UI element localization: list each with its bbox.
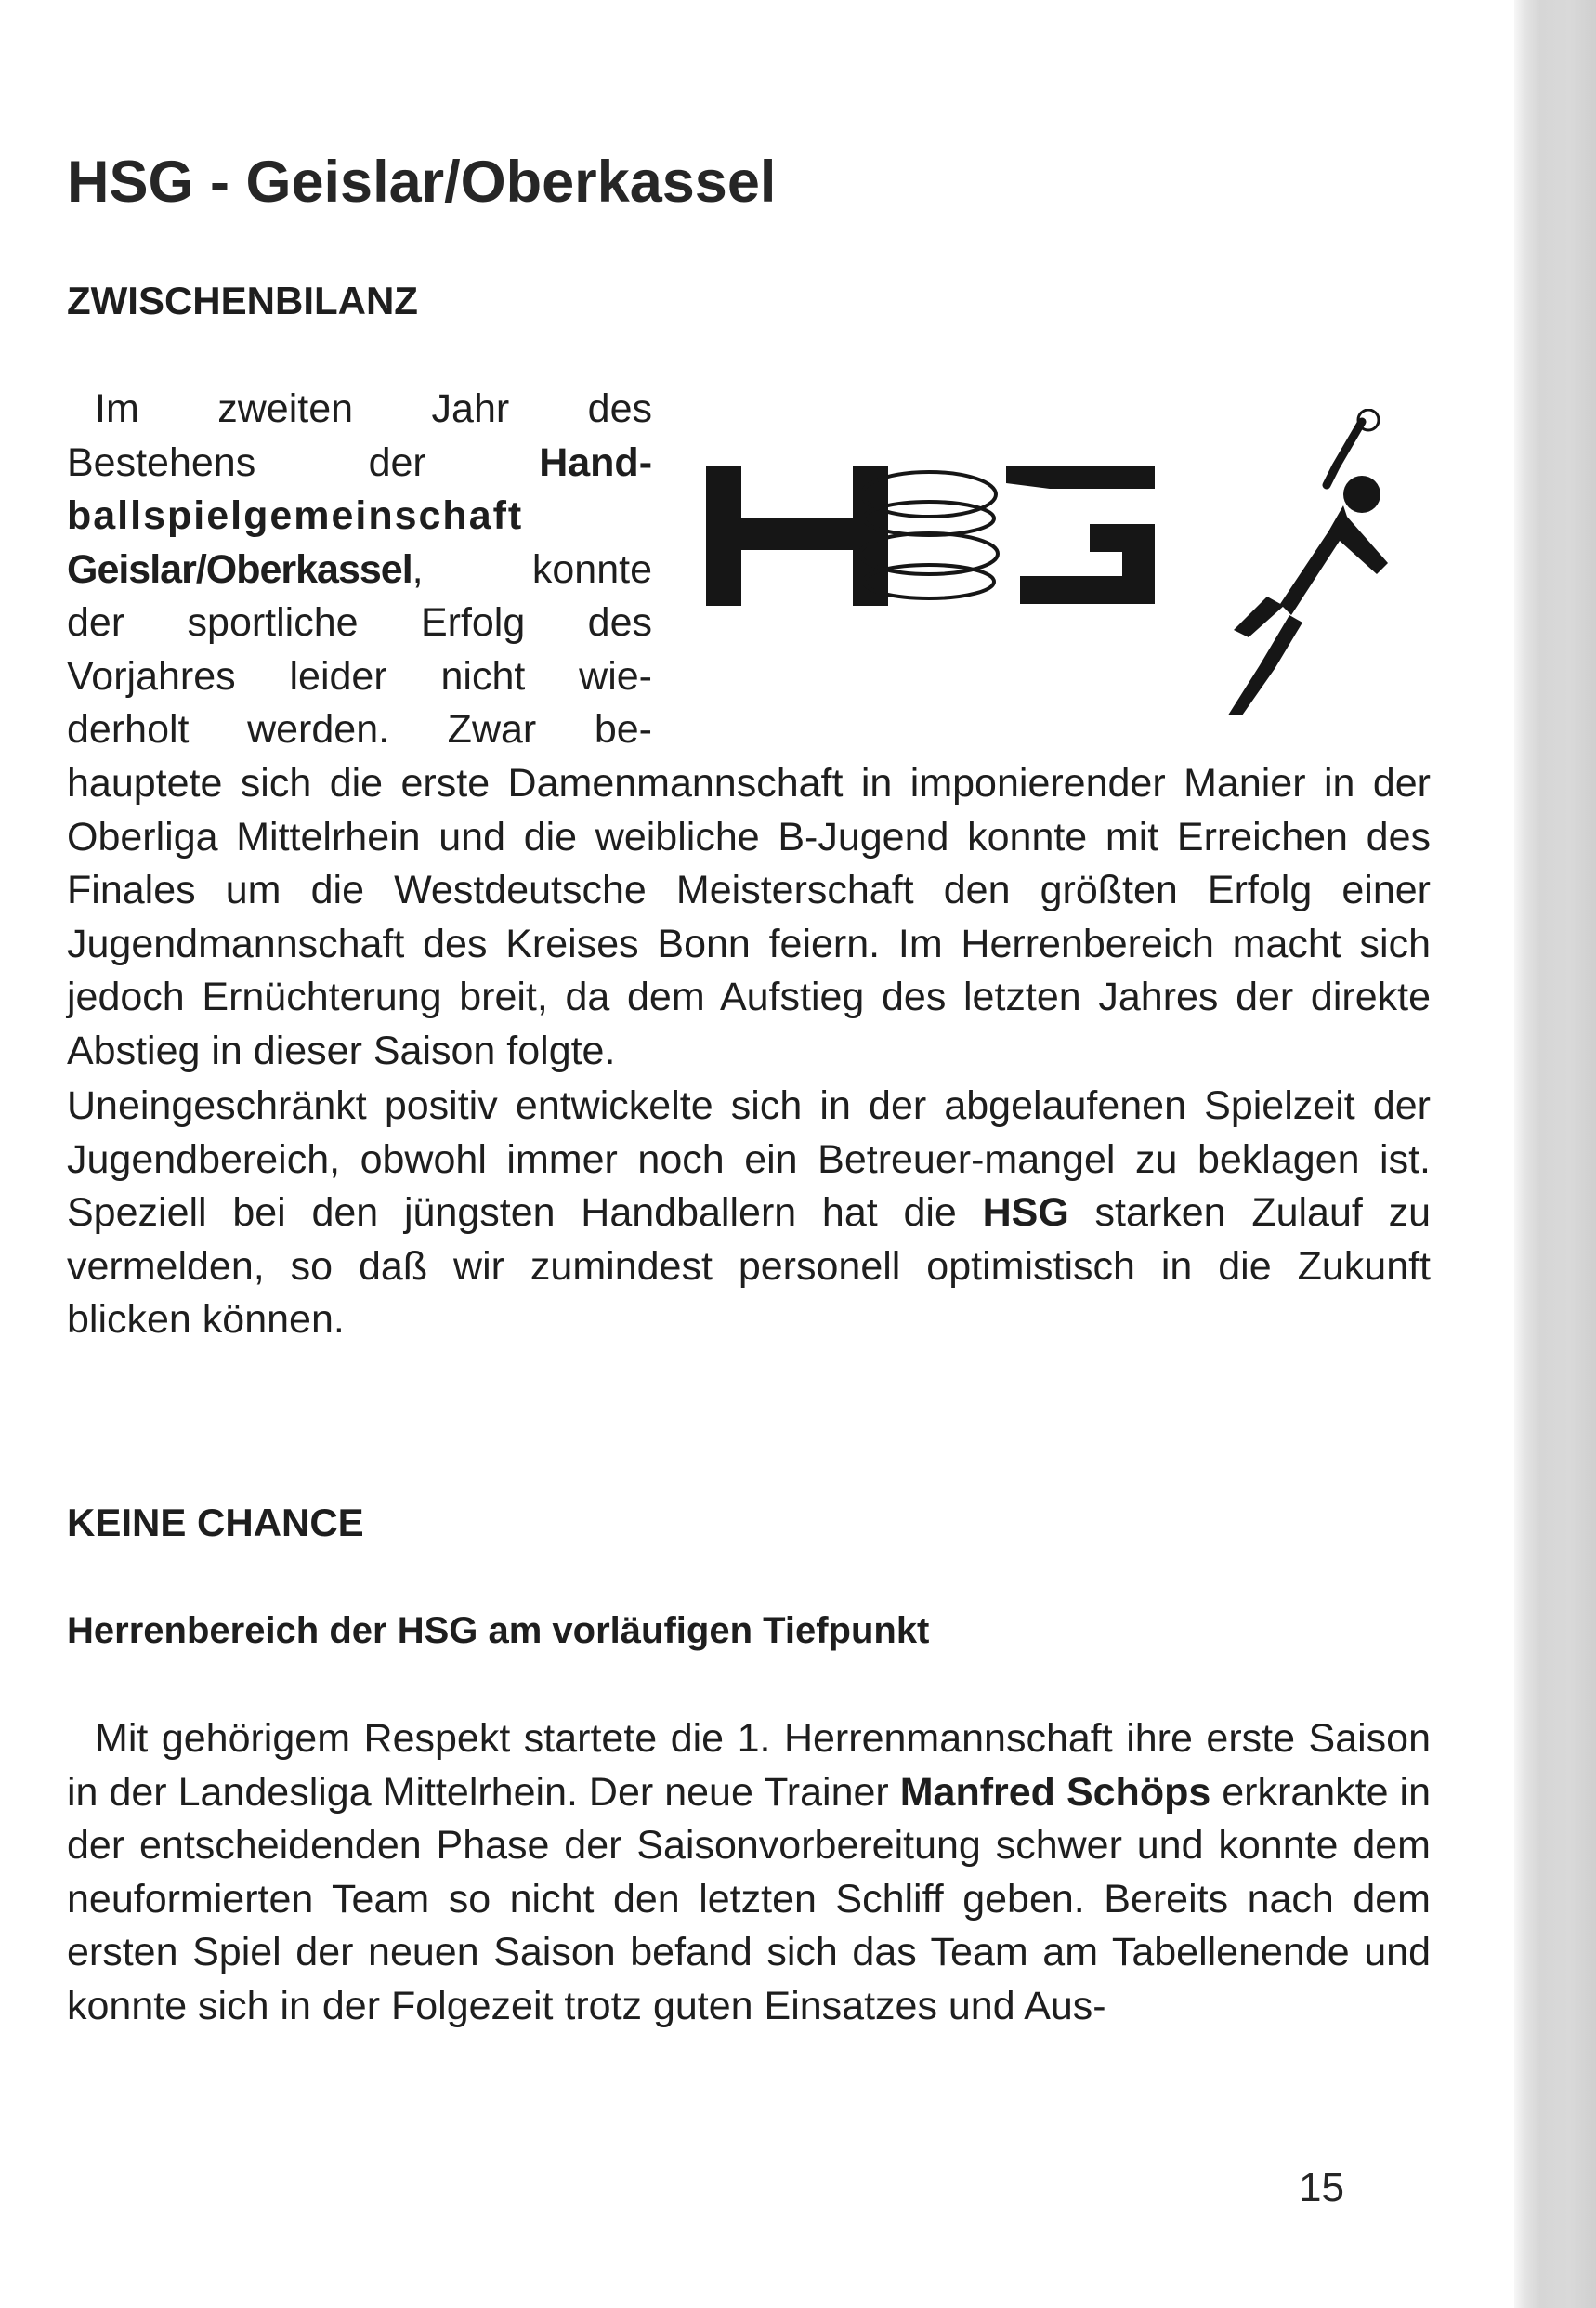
intro-line: Im zweiten Jahr des	[95, 387, 652, 431]
paragraph-herrenmannschaft	[67, 1712, 1431, 2033]
intro-paragraph	[67, 383, 652, 757]
section-heading-keine-chance: KEINE CHANCE	[67, 1501, 364, 1544]
intro-line	[67, 437, 652, 491]
section-heading-zwischenbilanz: ZWISCHENBILANZ	[67, 279, 418, 322]
paragraph-text: erkrankte in der entscheidenden Phase der Saisonvorbereitung schwer und konnte dem neuformierten Team so nicht den letzten Schliff geben. Bereits nach dem ersten Spiel der neuen Saison befand sich das Team am Tabellenende und konnte sich in der Folgezeit trotz guten Einsatzes und Aus-	[67, 1769, 1431, 2028]
paragraph-damenmannschaft: hauptete sich die erste Damenmannschaft in imponierender Manier in der Oberliga Mittelrhein und die weibliche B-Jugend konnte mit Erreichen des Finales um die Westdeutsche Meisterschaft den größten Erfolg einer Jugendmannschaft des Kreises Bonn feiern. Im Herrenbereich macht sich jedoch Ernüchterung breit, da dem Aufstieg des letzten Jahres der direkte Abstieg in dieser Saison folgte.	[67, 761, 1431, 1073]
intro-line-bold: Hand-	[539, 439, 653, 485]
page-title: HSG - Geislar/Oberkassel	[67, 150, 777, 215]
club-name-bold: Geislar/Oberkassel	[67, 546, 412, 592]
intro-line	[67, 544, 652, 597]
intro-line-text: , konnte	[412, 546, 652, 592]
page-number: 15	[1299, 2165, 1344, 2210]
intro-line: Vorjahres leider nicht wie-	[67, 653, 652, 699]
page-binding-gutter	[1514, 0, 1596, 2308]
section-subheading: Herrenbereich der HSG am vorläufigen Tiefpunkt	[67, 1610, 930, 1651]
trainer-name-bold: Manfred Schöps	[899, 1769, 1211, 1815]
paragraph-text: Uneingeschränkt positiv entwickelte sich in der abgelaufenen Spielzeit der Jugendbereich, obwohl immer noch ein Betreuer-mangel zu beklagen ist. Speziell bei den jüngsten Handballern hat die	[67, 1083, 1431, 1235]
paragraph-jugendbereich	[67, 1080, 1431, 1347]
hsg-logo	[686, 409, 1419, 715]
hsg-letters	[706, 466, 1155, 606]
club-abbreviation-bold: HSG	[982, 1190, 1069, 1235]
paragraph-text: Mit gehörigem Respekt startete die 1. Herrenmannschaft ihre erste Saison in der Landesliga Mittelrhein. Der neue Trainer	[67, 1716, 1431, 1815]
paragraph-text: starken Zulauf zu vermelden, so daß wir zumindest personell optimistisch in die Zukunft blicken können.	[67, 1190, 1431, 1342]
handball-player-icon	[1224, 410, 1388, 715]
intro-line: der sportliche Erfolg des	[67, 600, 652, 645]
intro-line-text: Bestehens der	[67, 439, 426, 485]
intro-line: derholt werden. Zwar be-	[67, 707, 652, 752]
intro-line-bold: ballspielgemeinschaft	[67, 493, 524, 538]
